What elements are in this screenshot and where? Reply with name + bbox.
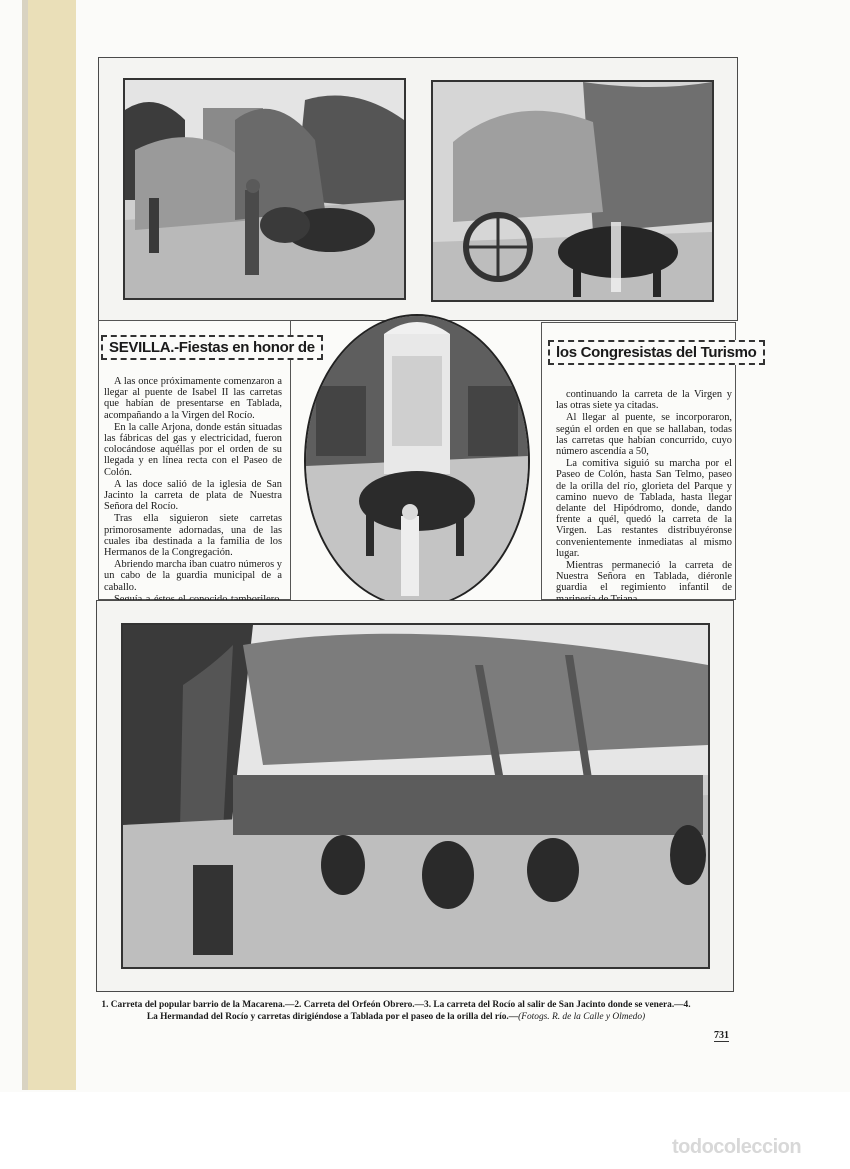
- photo-macarena-image: [125, 80, 404, 298]
- left-article-text: [104, 376, 282, 628]
- photo-hermandad-procession: [121, 623, 710, 969]
- caption-credit: (Fotogs. R. de la Calle y Olmedo): [518, 1011, 646, 1022]
- right-paragraph-4: Mientras permaneció la carreta de Nuestra Señora en Tablada, diéronle guardia el regimiento infantil de: [556, 560, 732, 594]
- photo-rocio-image: [306, 316, 528, 606]
- paper-edge-strip: [28, 0, 76, 1090]
- photo-caption: [96, 1000, 696, 1023]
- page-number: 731: [714, 1030, 729, 1041]
- left-paragraph-4: Tras ella siguieron siete carretas primorosamente adornadas, una de las cuales iba destinada a la familia de los Hermanos de la Congregación.: [104, 513, 282, 559]
- photo-rocio-cart-oval: [304, 314, 530, 608]
- right-headline: los Congresistas del Turismo: [548, 340, 765, 365]
- left-headline: SEVILLA.-Fiestas en honor de: [101, 335, 323, 360]
- left-paragraph-5: Abriendo marcha iban cuatro números y un cabo de la guardia municipal de a caballo.: [104, 559, 282, 593]
- left-paragraph-3: A las doce salió de la iglesia de San Jacinto la carreta de plata de Nuestra Señora del Rocío.: [104, 478, 282, 513]
- photo-orfeon-cart: [431, 80, 714, 302]
- right-paragraph-2: Al llegar al puente, se incorporaron, según el orden en que se hallaban, todas las carretas que habían concurrido, cuyo número ascendía a 50,: [556, 412, 732, 458]
- photo-orfeon-image: [433, 82, 712, 300]
- watermark-text: todocoleccion: [672, 1136, 802, 1158]
- caption-text: 1. Carreta del popular barrio de la Macarena.—2. Carreta del Orfeón Obrero.—3. La carreta del Rocío al salir de San Jacinto donde se venera.—4. La Hermandad del Rocío y carretas dirigiéndose a Tablada por el paseo de la orilla del río.—: [101, 1000, 691, 1022]
- left-paragraph-2: En la calle Arjona, donde están situadas las fábricas del gas y electricidad, fueron colocándose aquéllas por el orden de su llegada y en línea recta con el Paseo de Colón.: [104, 421, 282, 478]
- left-paragraph-1: A las once próximamente comenzaron a llegar al puente de Isabel II las carretas que habían de presentarse en Tablada, acompañando a la Virgen del Rocío.: [104, 376, 282, 421]
- right-paragraph-3: La comitiva siguió su marcha por el Paseo de Colón, hasta San Telmo, paseo de la orilla del río, glorieta del Parque y camino nuevo de Tablada, hasta llegar delante del Hipódromo, donde, dando frente a quél, quedó la carreta de la Virgen. Las restantes distribuyéronse convenientemente inmediatas al mismo lugar.: [556, 458, 732, 559]
- right-paragraph-1: continuando la carreta de la Virgen y las otras siete ya citadas.: [556, 389, 732, 412]
- photo-macarena-cart: [123, 78, 406, 300]
- photo-hermandad-image: [123, 625, 708, 967]
